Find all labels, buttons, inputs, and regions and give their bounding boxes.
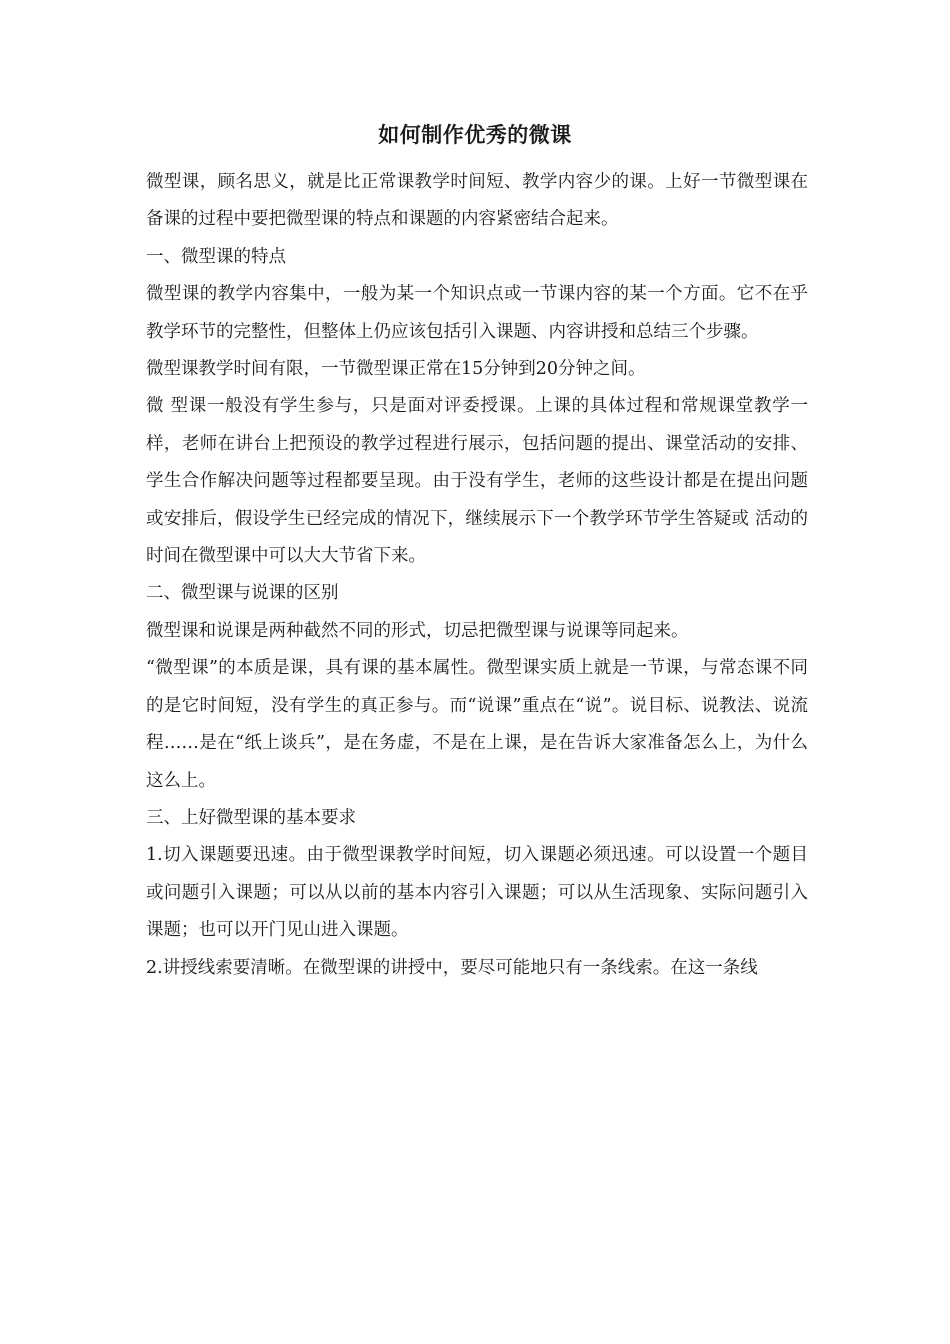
section-heading-3: 三、上好微型课的基本要求 (146, 807, 356, 828)
paragraph: 微型课教学时间有限，一节微型课正常在15分钟到20分钟之间。 (146, 359, 646, 380)
section-heading-1: 一、微型课的特点 (146, 246, 286, 267)
paragraph: 微型课和说课是两种截然不同的形式，切忌把微型课与说课等同起来。 (146, 620, 689, 641)
paragraph: “微型课”的本质是课，具有课的基本属性。微型课实质上就是一节课，与常态课不同的是它时间短，没有学生的真正参与。而“说课”重点在“说”。说目标、说教法、说流程……是在“纸上谈兵”，是在务虚，不是在上课，是在告诉大家准备怎么上，为什么这么上。 (146, 658, 808, 791)
paragraph: 1.切入课题要迅速。由于微型课教学时间短，切入课题必须迅速。可以设置一个题目或问题引入课题；可以从以前的基本内容引入课题；可以从生活现象、实际问题引入课题；也可以开门见山进入课题。 (146, 845, 808, 941)
paragraph: 微 型课一般没有学生参与，只是面对评委授课。上课的具体过程和常规课堂教学一样，老师在讲台上把预设的教学过程进行展示，包括问题的提出、课堂活动的安排、 学生合作解决问题等过程都要呈现。由于没有学生，老师的这些设计都是在提出问题或安排后，假设学生已经完成的情况下，继续展示下一个教学环节学生答疑或 活动的时间在微型课中可以大大节省下来。 (146, 396, 808, 567)
paragraph: 微型课的教学内容集中，一般为某一个知识点或一节课内容的某一个方面。它不在乎教学环节的完整性，但整体上仍应该包括引入课题、内容讲授和总结三个步骤。 (146, 284, 808, 342)
document-body (146, 164, 808, 987)
paragraph-intro: 微型课，顾名思义，就是比正常课教学时间短、教学内容少的课。上好一节微型课在备课的过程中要把微型课的特点和课题的内容紧密结合起来。 (146, 172, 808, 230)
paragraph: 2.讲授线索要清晰。在微型课的讲授中，要尽可能地只有一条线索。在这一条线 (146, 957, 758, 978)
document-title: 如何制作优秀的微课 (378, 122, 572, 147)
section-heading-2: 二、微型课与说课的区别 (146, 583, 339, 604)
